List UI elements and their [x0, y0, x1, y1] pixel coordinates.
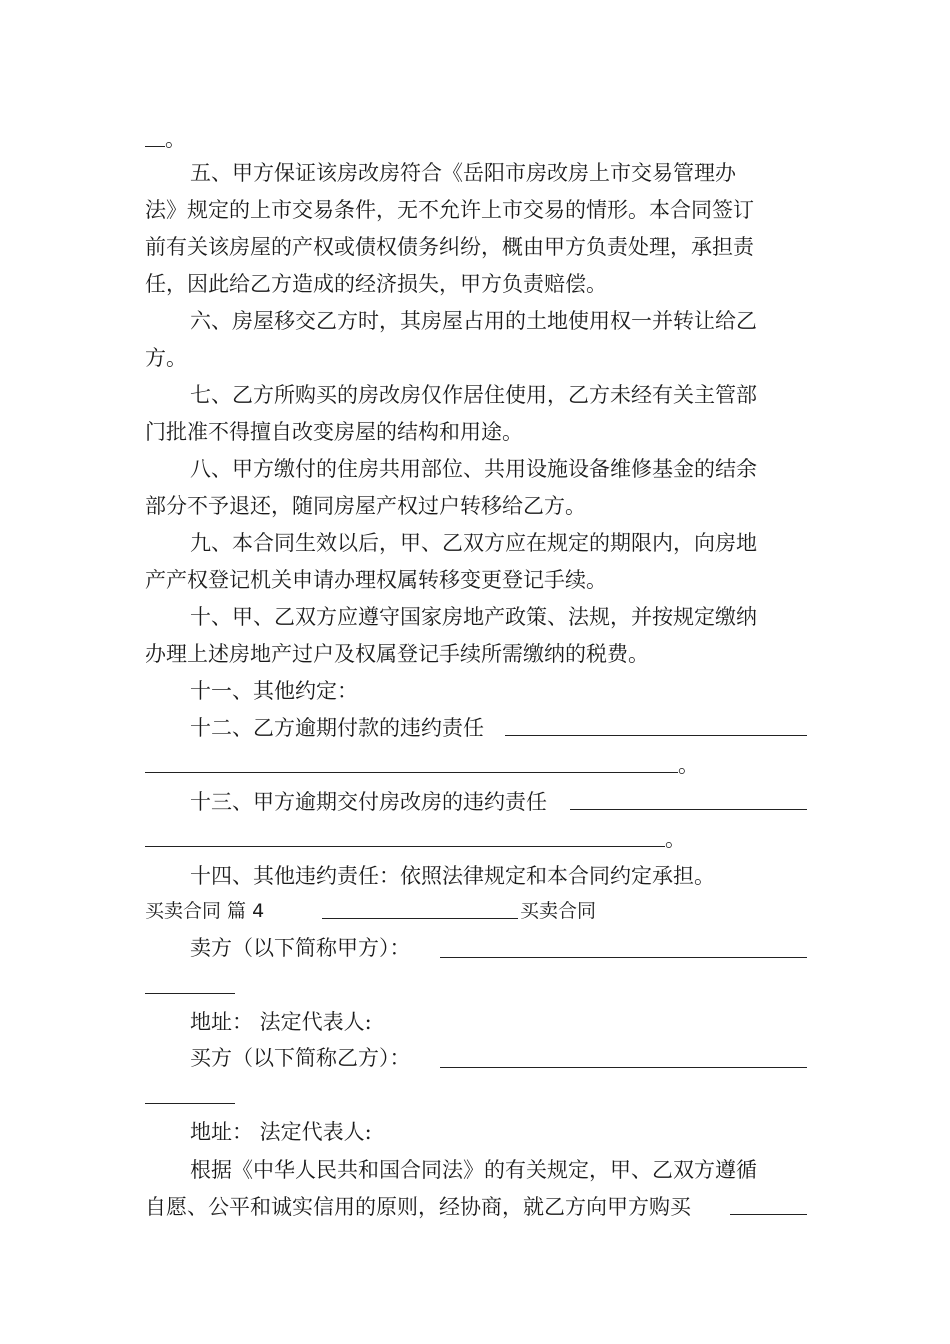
fill-blank	[145, 772, 678, 773]
fill-blank	[730, 1214, 807, 1215]
text-line: 。	[678, 753, 699, 777]
clause-7: 七、乙方所购买的房改房仅作居住使用，乙方未经有关主管部	[190, 383, 757, 407]
fill-blank	[440, 957, 807, 958]
text-line: 部分不予退还，随同房屋产权过户转移给乙方。	[145, 494, 586, 518]
clause-11: 十一、其他约定：	[190, 679, 358, 703]
buyer-address: 地址： 法定代表人:	[190, 1120, 372, 1144]
text-line: 。	[665, 827, 686, 851]
fill-blank	[570, 809, 807, 810]
clause-9: 九、本合同生效以后，甲、乙双方应在规定的期限内，向房地	[190, 531, 757, 555]
text-line: 自愿、公平和诚实信用的原则，经协商，就乙方向甲方购买	[145, 1195, 691, 1219]
clause-10: 十、甲、乙双方应遵守国家房地产政策、法规，并按规定缴纳	[190, 605, 757, 629]
fill-blank	[145, 1103, 235, 1104]
fill-blank	[145, 993, 235, 994]
text-line: 前有关该房屋的产权或债权债务纠纷，概由甲方负责处理，承担责	[145, 235, 754, 259]
text-line: 办理上述房地产过户及权属登记手续所需缴纳的税费。	[145, 642, 649, 666]
text-line: 法》规定的上市交易条件，无不允许上市交易的情形。本合同签订	[145, 198, 754, 222]
clause-13: 十三、甲方逾期交付房改房的违约责任	[190, 790, 547, 814]
clause-14: 十四、其他违约责任：依照法律规定和本合同约定承担。	[190, 864, 715, 888]
fill-blank	[440, 1067, 807, 1068]
clause-6: 六、房屋移交乙方时，其房屋占用的土地使用权一并转让给乙	[190, 309, 757, 333]
section-heading: 买卖合同 篇 4	[145, 900, 265, 922]
seller-address: 地址： 法定代表人:	[190, 1010, 372, 1034]
fill-blank	[505, 735, 807, 736]
text-line: 门批准不得擅自改变房屋的结构和用途。	[145, 420, 523, 444]
text-line: 任，因此给乙方造成的经济损失，甲方负责赔偿。	[145, 272, 607, 296]
clause-5: 五、甲方保证该房改房符合《岳阳市房改房上市交易管理办	[190, 161, 736, 185]
clause-12: 十二、乙方逾期付款的违约责任	[190, 716, 484, 740]
contract-title: 买卖合同	[520, 900, 597, 922]
seller-label: 卖方（以下简称甲方）：	[190, 936, 411, 960]
buyer-label: 买方（以下简称乙方）：	[190, 1046, 411, 1070]
text-line: 方。	[145, 346, 187, 370]
fill-blank	[145, 146, 165, 147]
text-line: 。	[165, 127, 186, 151]
preamble: 根据《中华人民共和国合同法》的有关规定，甲、乙双方遵循	[190, 1158, 757, 1182]
fill-blank	[145, 846, 665, 847]
fill-blank	[322, 918, 518, 919]
text-line: 产产权登记机关申请办理权属转移变更登记手续。	[145, 568, 607, 592]
clause-8: 八、甲方缴付的住房共用部位、共用设施设备维修基金的结余	[190, 457, 757, 481]
